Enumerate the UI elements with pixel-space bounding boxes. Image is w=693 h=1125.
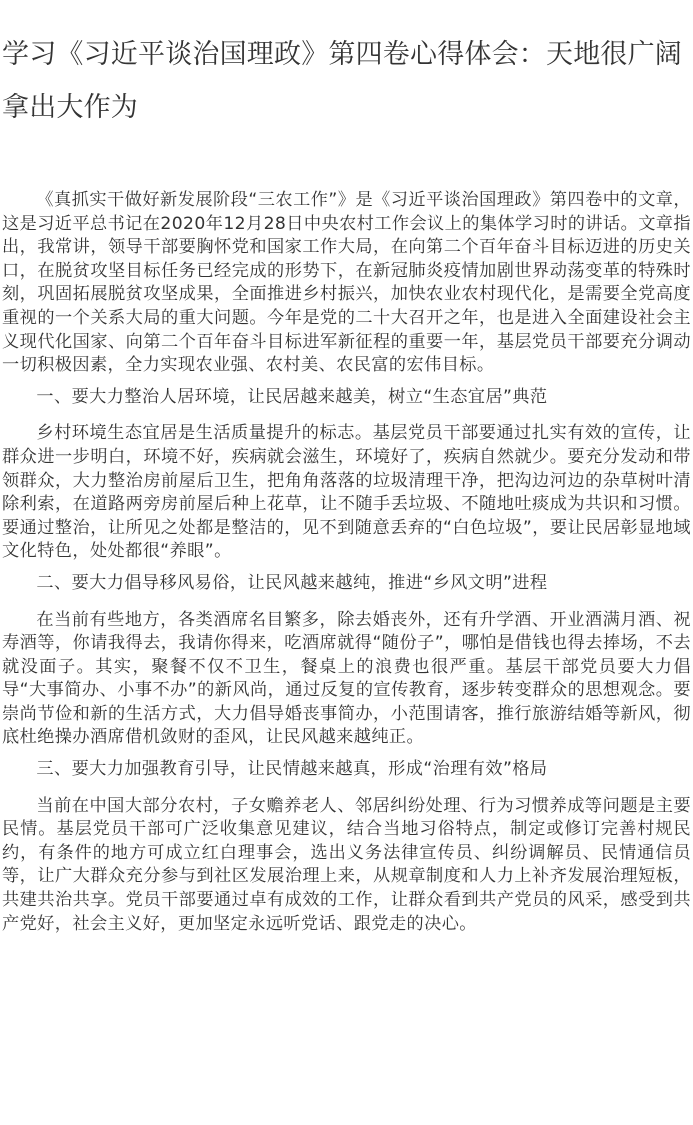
paragraph-section-3: 当前在中国大部分农村，子女赡养老人、邻居纠纷处理、行为习惯养成等问题是主要民情。基层党员干部可广泛收集意见建议，结合当地习俗特点，制定或修订完善村规民约，有条件的地方可成立红白理事会，选出义务法律宣传员、纠纷调解员、民情通信员等，让广大群众充分参与到社区发展治理上来，从规章制度和人力上补齐发展治理短板，共建共治共享。党员干部要通过卓有成效的工作，让群众看到共产党员的风采，感受到共产党好，社会主义好，更加坚定永远听党话、跟党走的决心。 bbox=[2, 795, 691, 934]
section-heading-1: 一、要大力整治人居环境，让民居越来越美，树立“生态宜居”典范 bbox=[36, 386, 548, 407]
paragraph-section-2: 在当前有些地方，各类酒席名目繁多，除去婚丧外，还有升学酒、开业酒满月酒、祝寿酒等，你请我得去，我请你得来，吃酒席就得“随份子”，哪怕是借钱也得去捧场，不去就没面子。其实，聚餐不仅不卫生，餐桌上的浪费也很严重。基层干部党员要大力倡导“大事简办、小事不办”的新风尚，通过反复的宣传教育，逐步转变群众的思想观念。要崇尚节俭和新的生活方式，大力倡导婚丧事简办，小范围请客，推行旅游结婚等新风，彻底杜绝操办酒席借机敛财的歪风，让民风越来越纯正。 bbox=[2, 609, 691, 748]
article-body bbox=[2, 189, 691, 936]
paragraph-intro: 《真抓实干做好新发展阶段“三农工作”》是《习近平谈治国理政》第四卷中的文章，这是习近平总书记在2020年12月28日中央农村工作会议上的集体学习时的讲话。文章指出，我常讲，领导干部要胸怀党和国家工作大局，在向第二个百年奋斗目标迈进的历史关口，在脱贫攻坚目标任务已经完成的形势下，在新冠肺炎疫情加剧世界动荡变革的特殊时刻，巩固拓展脱贫攻坚成果，全面推进乡村振兴，加快农业农村现代化，是需要全党高度重视的一个关系大局的重大问题。今年是党的二十大召开之年，也是进入全面建设社会主义现代化国家、向第二个百年奋斗目标进军新征程的重要一年，基层党员干部要充分调动一切积极因素，全力实现农业强、农村美、农民富的宏伟目标。 bbox=[2, 190, 691, 376]
section-heading-2: 二、要大力倡导移风易俗，让民风越来越纯，推进“乡风文明”进程 bbox=[36, 572, 548, 593]
section-heading-3: 三、要大力加强教育引导，让民情越来越真，形成“治理有效”格局 bbox=[36, 759, 548, 780]
article bbox=[0, 28, 693, 936]
article-title: 学习《习近平谈治国理政》第四卷心得体会：天地很广阔 拿出大作为 bbox=[2, 39, 682, 123]
paragraph-section-1: 乡村环境生态宜居是生活质量提升的标志。基层党员干部要通过扎实有效的宣传，让群众进一步明白，环境不好，疾病就会滋生，环境好了，疾病自然就少。要充分发动和带领群众，大力整治房前屋后卫生，把角角落落的垃圾清理干净，把沟边河边的杂草树叶清除利索，在道路两旁房前屋后种上花草，让不随手丢垃圾、不随地吐痰成为共识和习惯。要通过整治，让所见之处都是整洁的，见不到随意丢弃的“白色垃圾”，要让民居彰显地域文化特色，处处都很“养眼”。 bbox=[2, 423, 691, 562]
